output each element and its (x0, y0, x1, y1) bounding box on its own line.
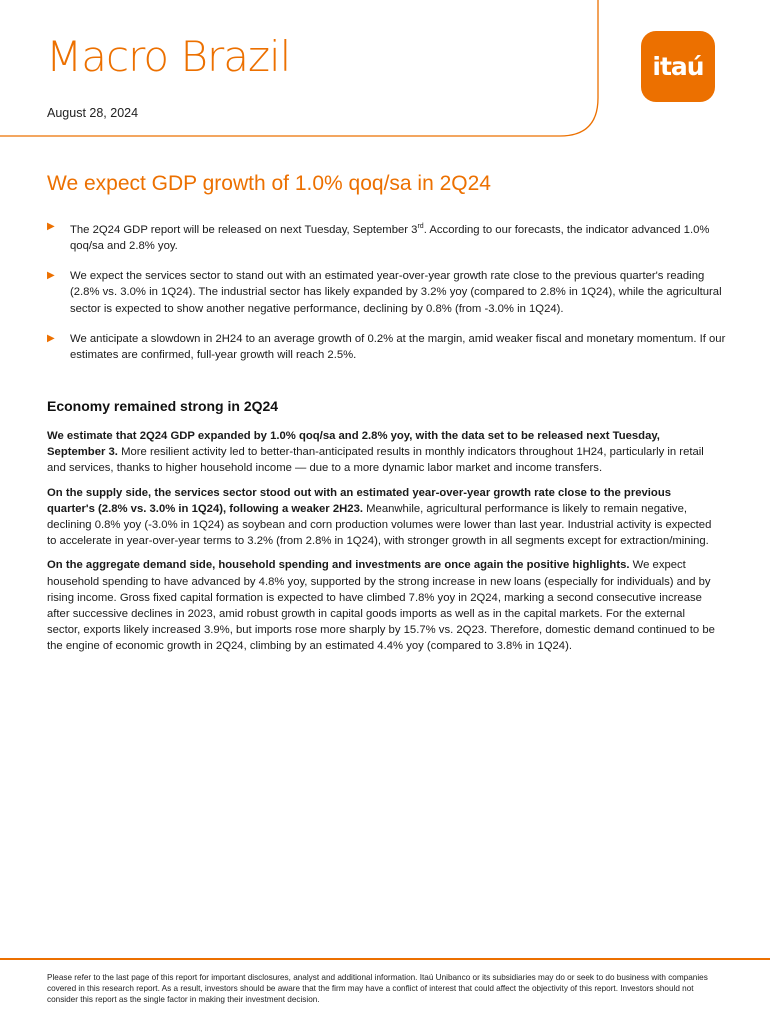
report-headline: We expect GDP growth of 1.0% qoq/sa in 2Q24 (47, 172, 491, 195)
key-point (47, 219, 727, 254)
body-paragraph: On the aggregate demand side, household spending and investments are once again the positive highlights. We expect household spending to have advanced by 4.8% yoy, supported by the strong increase in new loans (especially for individuals) and by rising income. Gross fixed capital formation is expected to have climbed 7.8% yoy in 2Q24, marking a second consecutive increase after successive declines in 2023, amid robust growth in capital goods imports as well as in the capital markets. For the external sector, exports likely increased 3.9%, but imports rose more sharply by 15.7% vs. 2Q23. Therefore, domestic demand continued to be the engine of economic growth in 2Q24, climbing by an estimated 4.4% yoy (compared to 3.8% in 1Q24). (47, 559, 715, 653)
key-point (47, 268, 727, 317)
key-point-text: We anticipate a slowdown in 2H24 to an average growth of 0.2% at the margin, amid weaker fiscal and monetary momentum. If our estimates are confirmed, full-year growth will reach 2.5%. (70, 332, 726, 361)
logo-text: itaú (652, 52, 704, 81)
bullet-triangle-icon: ▶ (47, 332, 55, 344)
bullet-triangle-icon: ▶ (47, 270, 55, 282)
footer-disclaimer: Please refer to the last page of this report for important disclosures, analyst and additional information. Itaú Unibanco or its subsidiaries may do or seek to do business with companies covered in this research report. As a result, investors should be aware that the firm may have a conflict of interest that could affect the objectivity of this report. Investors should not consider this report as the single factor in making their investment decision. (47, 973, 708, 1004)
itau-logo (641, 31, 715, 102)
body-paragraph: On the supply side, the services sector stood out with an estimated year-over-year growth rate close to the previous quarter's (2.8% vs. 3.0% in 1Q24), following a weaker 2H23. Meanwhile, agricultural performance is likely to remain negative, declining 0.8% yoy (-3.0% in 1Q24) as soybean and corn production volumes were lower than last year. Industrial activity is expected to accelerate in year-over-year terms to 3.2% (from 2.8% in 1Q24), with stronger growth in all segments except for extraction/mining. (47, 486, 712, 548)
bullet-triangle-icon: ▶ (47, 221, 55, 232)
key-point (47, 331, 727, 363)
key-point-text: We expect the services sector to stand out with an estimated year-over-year growth rate close to the previous quarter's reading (2.8% vs. 3.0% in 1Q24). The industrial sector has likely expanded by 3.2% yoy (compared to 2.8% in 1Q24), while the agricultural sector is expected to show another negative performance, declining by 0.8% (from -3.0% in 1Q24). (70, 270, 722, 315)
publication-date: August 28, 2024 (47, 106, 139, 120)
section-body (47, 428, 719, 663)
key-point-text: The 2Q24 GDP report will be released on next Tuesday, September 3rd. According to our forecasts, the indicator advanced 1.0% qoq/sa and 2.8% yoy. (70, 223, 710, 252)
body-paragraph: We estimate that 2Q24 GDP expanded by 1.0% qoq/sa and 2.8% yoy, with the data set to be released next Tuesday, September 3. More resilient activity led to better-than-anticipated results in monthly indicators throughout 1H24, particularly in retail and services, thanks to higher household income — due to a more dynamic labor market and income transfers. (47, 430, 704, 475)
footer-divider (0, 958, 770, 960)
section-heading: Economy remained strong in 2Q24 (47, 398, 279, 414)
document-title: Macro Brazil (46, 32, 291, 81)
key-points-list (47, 219, 727, 377)
